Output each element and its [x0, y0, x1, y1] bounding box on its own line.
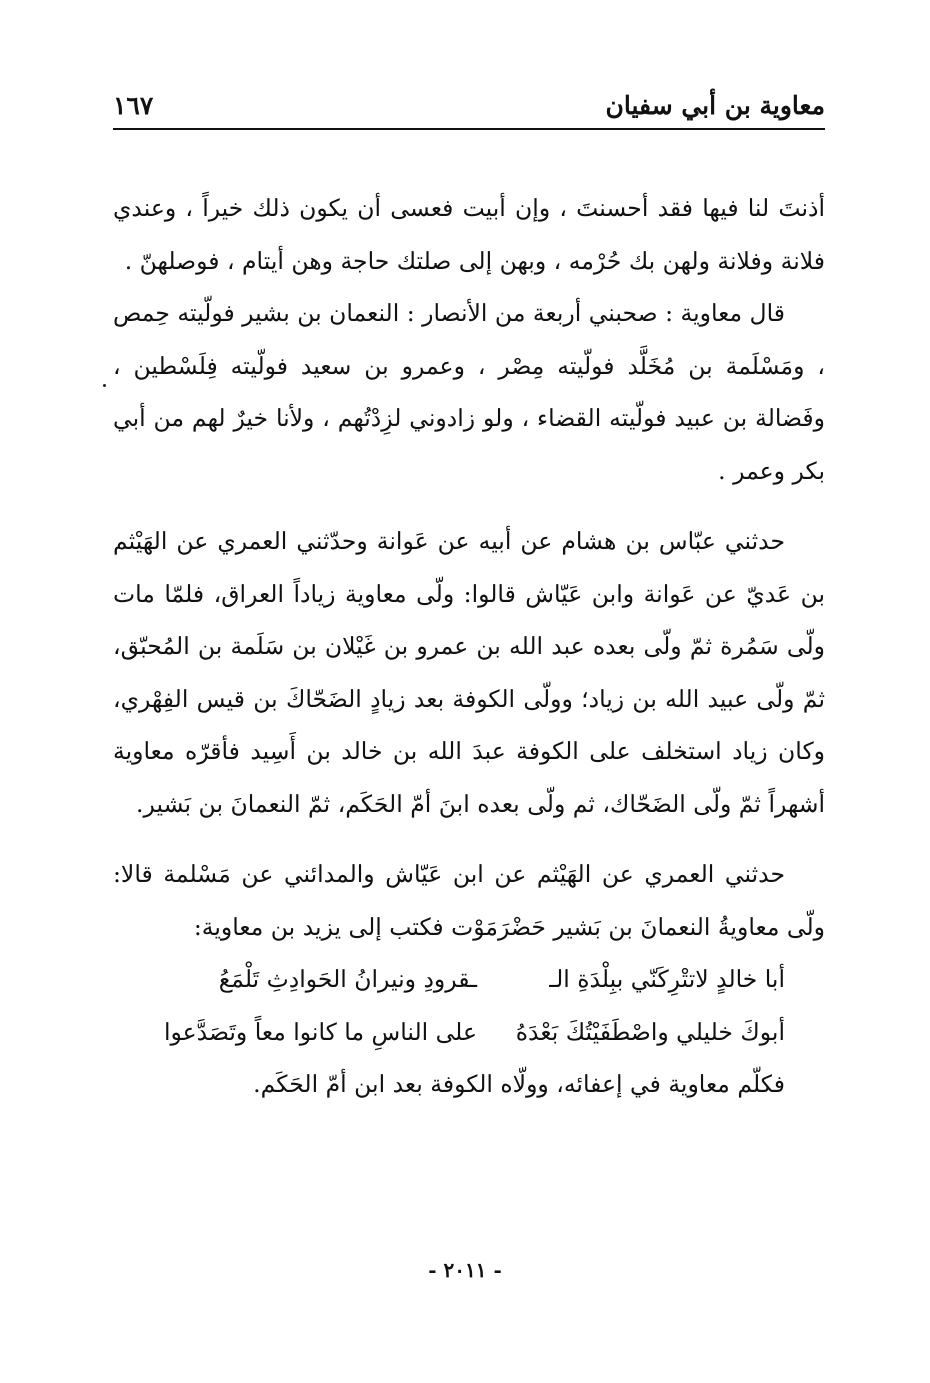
header-title: معاوية بن أبي سفيان	[605, 91, 825, 120]
body-text	[113, 182, 825, 1111]
margin-mark	[103, 384, 106, 387]
running-header	[113, 82, 825, 126]
paragraph-numan-narration: حدثني العمري عن الهَيْثم عن ابن عَيّاش والمدائني عن مَسْلمة قالا: ولّى معاويةُ النعمانَ بن بَشير حَضْرَمَوْت فكتب إلى يزيد بن معاوية:	[113, 860, 825, 941]
verse-line	[113, 953, 825, 1006]
header-page-number: ١٦٧	[113, 91, 154, 120]
header-rule	[113, 128, 825, 130]
verse-hemistich-first: أبوكَ خليلي واصْطَفَيْتُكَ بَعْدَهُ	[515, 1017, 785, 1046]
verse-hemistich-second: ـقرودِ ونيرانُ الحَوادِثِ تَلْمَعُ	[218, 965, 477, 993]
paragraph-governors-narration: حدثني عبّاس بن هشام عن أبيه عن عَوانة وحدّثني العمري عن الهَيْثم بن عَديّ عن عَوانة وابن عَيّاش قالوا: ولّى معاوية زياداً العراق، فلمّا مات ولّى سَمُرة ثمّ ولّى بعده عبد الله بن عمرو بن غَيْلان بن سَلَمة بن المُحبّق، ثمّ ولّى عبيد الله بن زياد؛ وولّى الكوفة بعد زيادٍ الضَحّاكَ بن قيس الفِهْري، وكان زياد استخلف على الكوفة عبدَ الله بن خالد بن أَسِيد فأقرّه معاوية أشهراً ثمّ ولّى الضَحّاك، ثم ولّى بعده ابنَ أمّ الحَكَم، ثمّ النعمانَ بن بَشير.	[113, 527, 825, 818]
verse-hemistich-second: على الناسِ ما كانوا معاً وتَصَدَّعوا	[163, 1017, 477, 1046]
footer-page-number: - ٢٠١١ -	[428, 1258, 502, 1282]
paragraph-four-ansar: قال معاوية : صحبني أربعة من الأنصار : النعمان بن بشير فولّيته حِمص ، ومَسْلَمة بن مُخَلَّد فولّيته مِصْر ، وعمرو بن سعيد فولّيته فِلَسْطين ، وفَضالة بن عبيد فولّيته القضاء ، ولو زادوني لزِدْتُهم ، ولأنا خيرٌ لهم من أبي بكر وعمر .	[113, 299, 825, 485]
paragraph-closing: فكلّم معاوية في إعفائه، وولّاه الكوفة بعد ابن أمّ الحَكَم.	[253, 1070, 785, 1098]
paragraph-letter-ending: أذنتَ لنا فيها فقد أحسنتَ ، وإن أبيت فعسى أن يكون ذلك خيراً ، وعندي فلانة وفلانة ولهن بك حُرْمه ، وبهن إلى صلتك حاجة وهن أيتام ، فوصلهنّ .	[113, 194, 825, 275]
verse-line	[113, 1006, 825, 1059]
verse-hemistich-first: أبا خالدٍ لاتتْرِكَنّي ببِلْدَةِ الـ	[549, 965, 785, 993]
